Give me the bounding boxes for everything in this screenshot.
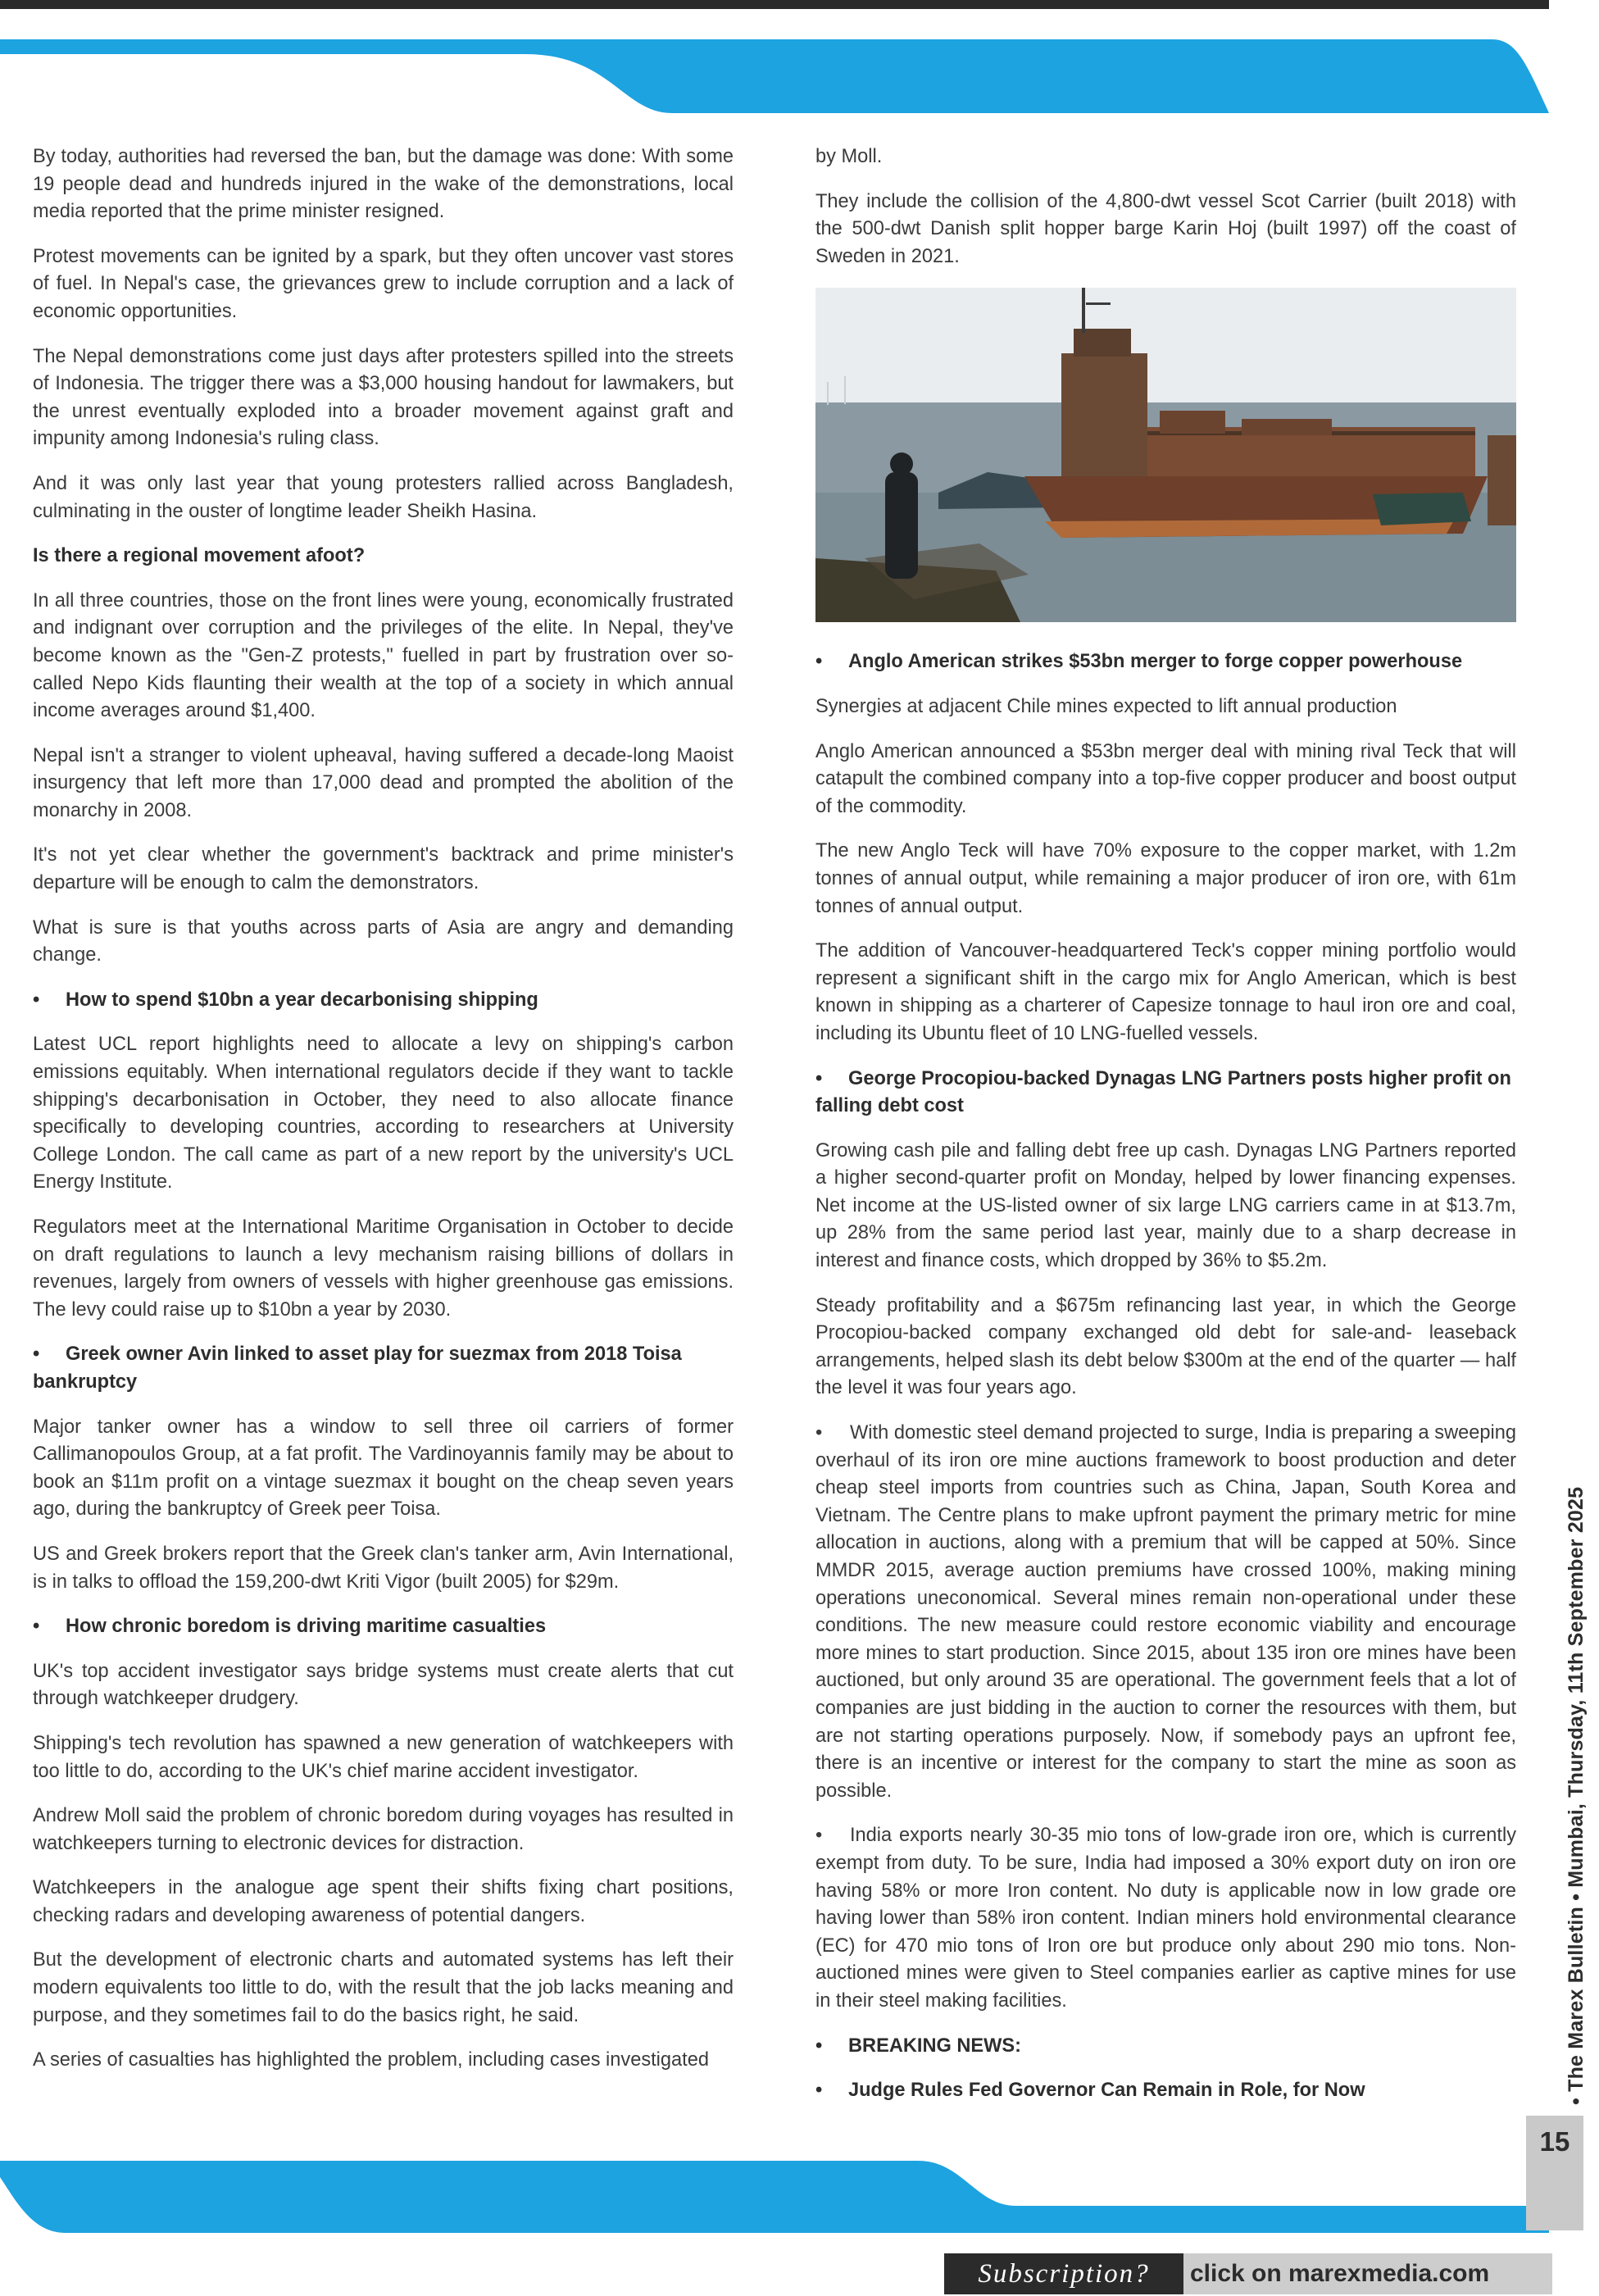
right-heading	[815, 1066, 1516, 1121]
left-paragraph	[33, 588, 734, 725]
bulletin-sidebar-text: • The Marex Bulletin • Mumbai, Thursday, 11th September 2025	[1565, 1486, 1588, 2105]
left-column	[33, 143, 734, 2092]
page-number: 15	[1539, 2126, 1570, 2157]
left-paragraph	[33, 743, 734, 825]
block-text: The addition of Vancouver-headquartered Teck's copper mining portfolio would represent a significant shift in the cargo mix for Anglo American, which is best known in shipping as a charterer of Capesize tonnage to haul iron ore and coal, including its Ubuntu fleet of 10 LNG-fuelled vessels.	[815, 940, 1516, 1044]
ship-photo	[815, 288, 1516, 622]
block-text: Shipping's tech revolution has spawned a new generation of watchkeepers with too little to do, according to the UK's chief marine accident investigator.	[33, 1732, 734, 1782]
block-text: Protest movements can be ignited by a spark, but they often uncover vast stores of fuel. In Nepal's case, the grievances grew to include corruption and a lack of economic opportunities.	[33, 245, 734, 322]
block-text: And it was only last year that young protesters rallied across Bangladesh, culminating in the ouster of longtime leader Sheikh Hasina.	[33, 472, 734, 522]
block-text: Major tanker owner has a window to sell three oil carriers of former Callimanopoulos Group, at a fat profit. The Vardinoyannis family may be about to book an $11m profit on a vintage suezmax it bought on the cheap seven years ago, during the bankruptcy of Greek peer Toisa.	[33, 1416, 734, 1521]
block-text: They include the collision of the 4,800-dwt vessel Scot Carrier (built 2018) with the 500-dwt Danish split hopper barge Karin Hoj (built 1997) off the coast of Sweden in 2021.	[815, 190, 1516, 267]
left-paragraph	[33, 1031, 734, 1197]
block-text: Synergies at adjacent Chile mines expected to lift annual production	[815, 695, 1397, 717]
block-text: Latest UCL report highlights need to allocate a levy on shipping's carbon emissions equitably. When international regulators decide if they want to tackle shipping's decarbonisation in October, they need to also allocate finance specifically to developing countries, according to researchers at University College London. The call came as part of a new report by the university's UCL Energy Institute.	[33, 1034, 734, 1193]
left-paragraph	[33, 471, 734, 525]
block-text: The new Anglo Teck will have 70% exposure to the copper market, with 1.2m tonnes of annual output, while remaining a major producer of iron ore, with 61m tonnes of annual output.	[815, 840, 1516, 917]
subscription-link[interactable]: click on marexmedia.com	[1183, 2253, 1552, 2294]
block-text: How chronic boredom is driving maritime casualties	[66, 1616, 547, 1638]
block-text: by Moll.	[815, 146, 883, 167]
right-paragraph	[815, 189, 1516, 271]
right-paragraph	[815, 1420, 1516, 1805]
left-paragraph	[33, 1730, 734, 1785]
block-text: US and Greek brokers report that the Greek clan's tanker arm, Avin International, is in talks to offload the 159,200-dwt Kriti Vigor (built 2005) for $29m.	[33, 1543, 734, 1593]
right-paragraph	[815, 693, 1516, 721]
right-paragraph	[815, 938, 1516, 1048]
block-text: India exports nearly 30-35 mio tons of low-grade iron ore, which is currently exempt from duty. To be sure, India had imposed a 30% export duty on iron ore having 58% or more Iron content. No duty is applicable now in low grade ore having lower than 58% iron content. Indian miners hold environmental clearance (EC) for 470 mio tons of Iron ore but produce only about 290 mio tons. Non-auctioned mines were given to Steel companies earlier as captive mines for use in their steel making facilities.	[815, 1825, 1516, 2012]
block-text: By today, authorities had reversed the ban, but the damage was done: With some 19 people dead and hundreds injured in the wake of the demonstrations, local media reported that the prime minister resigned.	[33, 146, 734, 223]
left-paragraph	[33, 1214, 734, 1324]
block-text: Andrew Moll said the problem of chronic boredom during voyages has resulted in watchkeepers turning to electronic devices for distraction.	[33, 1805, 734, 1854]
header-wave	[0, 39, 1549, 113]
footer-wave	[0, 2161, 1549, 2233]
block-text: A series of casualties has highlighted the problem, including cases investigated	[33, 2049, 709, 2071]
bullet-icon: •	[815, 651, 823, 673]
block-text: Anglo American announced a $53bn merger deal with mining rival Teck that will catapult the combined company into a top-five copper producer and boost output of the commodity.	[815, 740, 1516, 817]
block-text: Judge Rules Fed Governor Can Remain in Role, for Now	[848, 2080, 1365, 2102]
bullet-icon: •	[33, 1344, 40, 1366]
block-text: Is there a regional movement afoot?	[33, 545, 366, 567]
block-text: Greek owner Avin linked to asset play for suezmax from 2018 Toisa bankruptcy	[33, 1344, 682, 1393]
left-heading	[33, 1613, 734, 1641]
bullet-icon: •	[33, 1616, 40, 1638]
left-paragraph	[33, 1875, 734, 1930]
bullet-icon: •	[33, 989, 40, 1011]
left-paragraph	[33, 2047, 734, 2075]
block-text: Regulators meet at the International Maritime Organisation in October to decide on draft regulations to launch a levy mechanism raising billions of dollars in revenues, largely from owners of vessels with higher greenhouse gas emissions. The levy could raise up to $10bn a year by 2030.	[33, 1216, 734, 1321]
right-heading	[815, 2033, 1516, 2061]
right-heading	[815, 648, 1516, 676]
right-paragraph	[815, 1293, 1516, 1403]
right-heading	[815, 2077, 1516, 2105]
block-text: Anglo American strikes $53bn merger to forge copper powerhouse	[848, 651, 1463, 673]
left-heading	[33, 987, 734, 1015]
bullet-icon: •	[815, 2035, 823, 2057]
block-text: What is sure is that youths across parts of Asia are angry and demanding change.	[33, 916, 734, 966]
block-text: BREAKING NEWS:	[848, 2035, 1022, 2057]
block-text: Growing cash pile and falling debt free up cash. Dynagas LNG Partners reported a higher second-quarter profit on Monday, helped by lower financing expenses. Net income at the US-listed owner of six large LNG carriers came in at $13.7m, up 28% from the same period last year, mainly due to a sharp decrease in interest and finance costs, which dropped by 36% to $5.2m.	[815, 1139, 1516, 1272]
left-heading	[33, 1341, 734, 1396]
bullet-icon: •	[815, 1825, 823, 1847]
right-paragraph	[815, 1822, 1516, 2015]
bullet-icon: •	[815, 2080, 823, 2102]
block-text: But the development of electronic charts and automated systems has left their modern equivalents too little to do, with the result that the job lacks meaning and purpose, and they sometimes fail to do the basics right, he said.	[33, 1949, 734, 2026]
block-text: It's not yet clear whether the government's backtrack and prime minister's departure will be enough to calm the demonstrators.	[33, 844, 734, 894]
left-paragraph	[33, 1541, 734, 1596]
block-text: UK's top accident investigator says bridge systems must create alerts that cut through watchkeeper drudgery.	[33, 1660, 734, 1710]
left-paragraph	[33, 1414, 734, 1524]
left-paragraph	[33, 243, 734, 326]
left-heading	[33, 543, 734, 571]
right-paragraph	[815, 1138, 1516, 1275]
block-text: Nepal isn't a stranger to violent upheaval, having suffered a decade-long Maoist insurgency that left more than 17,000 dead and prompted the abolition of the monarchy in 2008.	[33, 744, 734, 821]
subscription-label: Subscription?	[944, 2253, 1183, 2294]
block-text: George Procopiou-backed Dynagas LNG Partners posts higher profit on falling debt cost	[815, 1067, 1511, 1117]
left-paragraph	[33, 915, 734, 970]
block-text: The Nepal demonstrations come just days after protesters spilled into the streets of Indonesia. The trigger there was a $3,000 housing handout for lawmakers, but the unrest eventually exploded into a broader movement against graft and impunity among Indonesia's ruling class.	[33, 345, 734, 450]
right-paragraph	[815, 739, 1516, 821]
left-paragraph	[33, 1803, 734, 1857]
bullet-icon: •	[815, 1067, 823, 1089]
block-text: Steady profitability and a $675m refinancing last year, in which the George Procopiou-backed company exchanged old debt for sale-and- leaseback arrangements, helped slash its debt below $300m at the end of the quarter — half the level it was four years ago.	[815, 1294, 1516, 1399]
right-column	[815, 143, 1516, 2122]
left-paragraph	[33, 1947, 734, 2030]
left-paragraph	[33, 143, 734, 226]
bullet-icon: •	[815, 1422, 823, 1444]
top-border	[0, 0, 1549, 9]
right-paragraph	[815, 838, 1516, 921]
block-text: In all three countries, those on the front lines were young, economically frustrated and indignant over corruption and the privileges of the elite. In Nepal, they've become known as the "Gen-Z protests," fuelled in part by frustration over so-called Nepo Kids flaunting their wealth at the top of a society in which annual income averages around $1,400.	[33, 589, 734, 722]
left-paragraph	[33, 842, 734, 897]
left-paragraph	[33, 343, 734, 453]
block-text: Watchkeepers in the analogue age spent their shifts fixing chart positions, checking radars and developing awareness of potential dangers.	[33, 1877, 734, 1926]
left-paragraph	[33, 1658, 734, 1713]
right-paragraph	[815, 143, 1516, 171]
block-text: With domestic steel demand projected to surge, India is preparing a sweeping overhaul of its iron ore mine auctions framework to boost production and deter cheap steel imports from countries such as China, Japan, South Korea and Vietnam. The Centre plans to make upfront payment the primary metric for mine allocation in auctions, along with a premium that will be capped at 50%. Since MMDR 2015, average auction premiums have crossed 100%, making mining operations uneconomical. Several mines remain non-operational under these conditions. The new measure could restore economic viability and encourage more mines to start production. Since 2015, about 135 iron ore mines have been auctioned, but only around 35 are operational. The government feels that a lot of companies are just bidding in the auction to corner the resources with them, but are not starting operations purposely. Now, if somebody pays an upfront fee, there is an incentive or interest for the company to start the mine as soon as possible.	[815, 1422, 1516, 1802]
block-text: How to spend $10bn a year decarbonising shipping	[66, 989, 538, 1011]
